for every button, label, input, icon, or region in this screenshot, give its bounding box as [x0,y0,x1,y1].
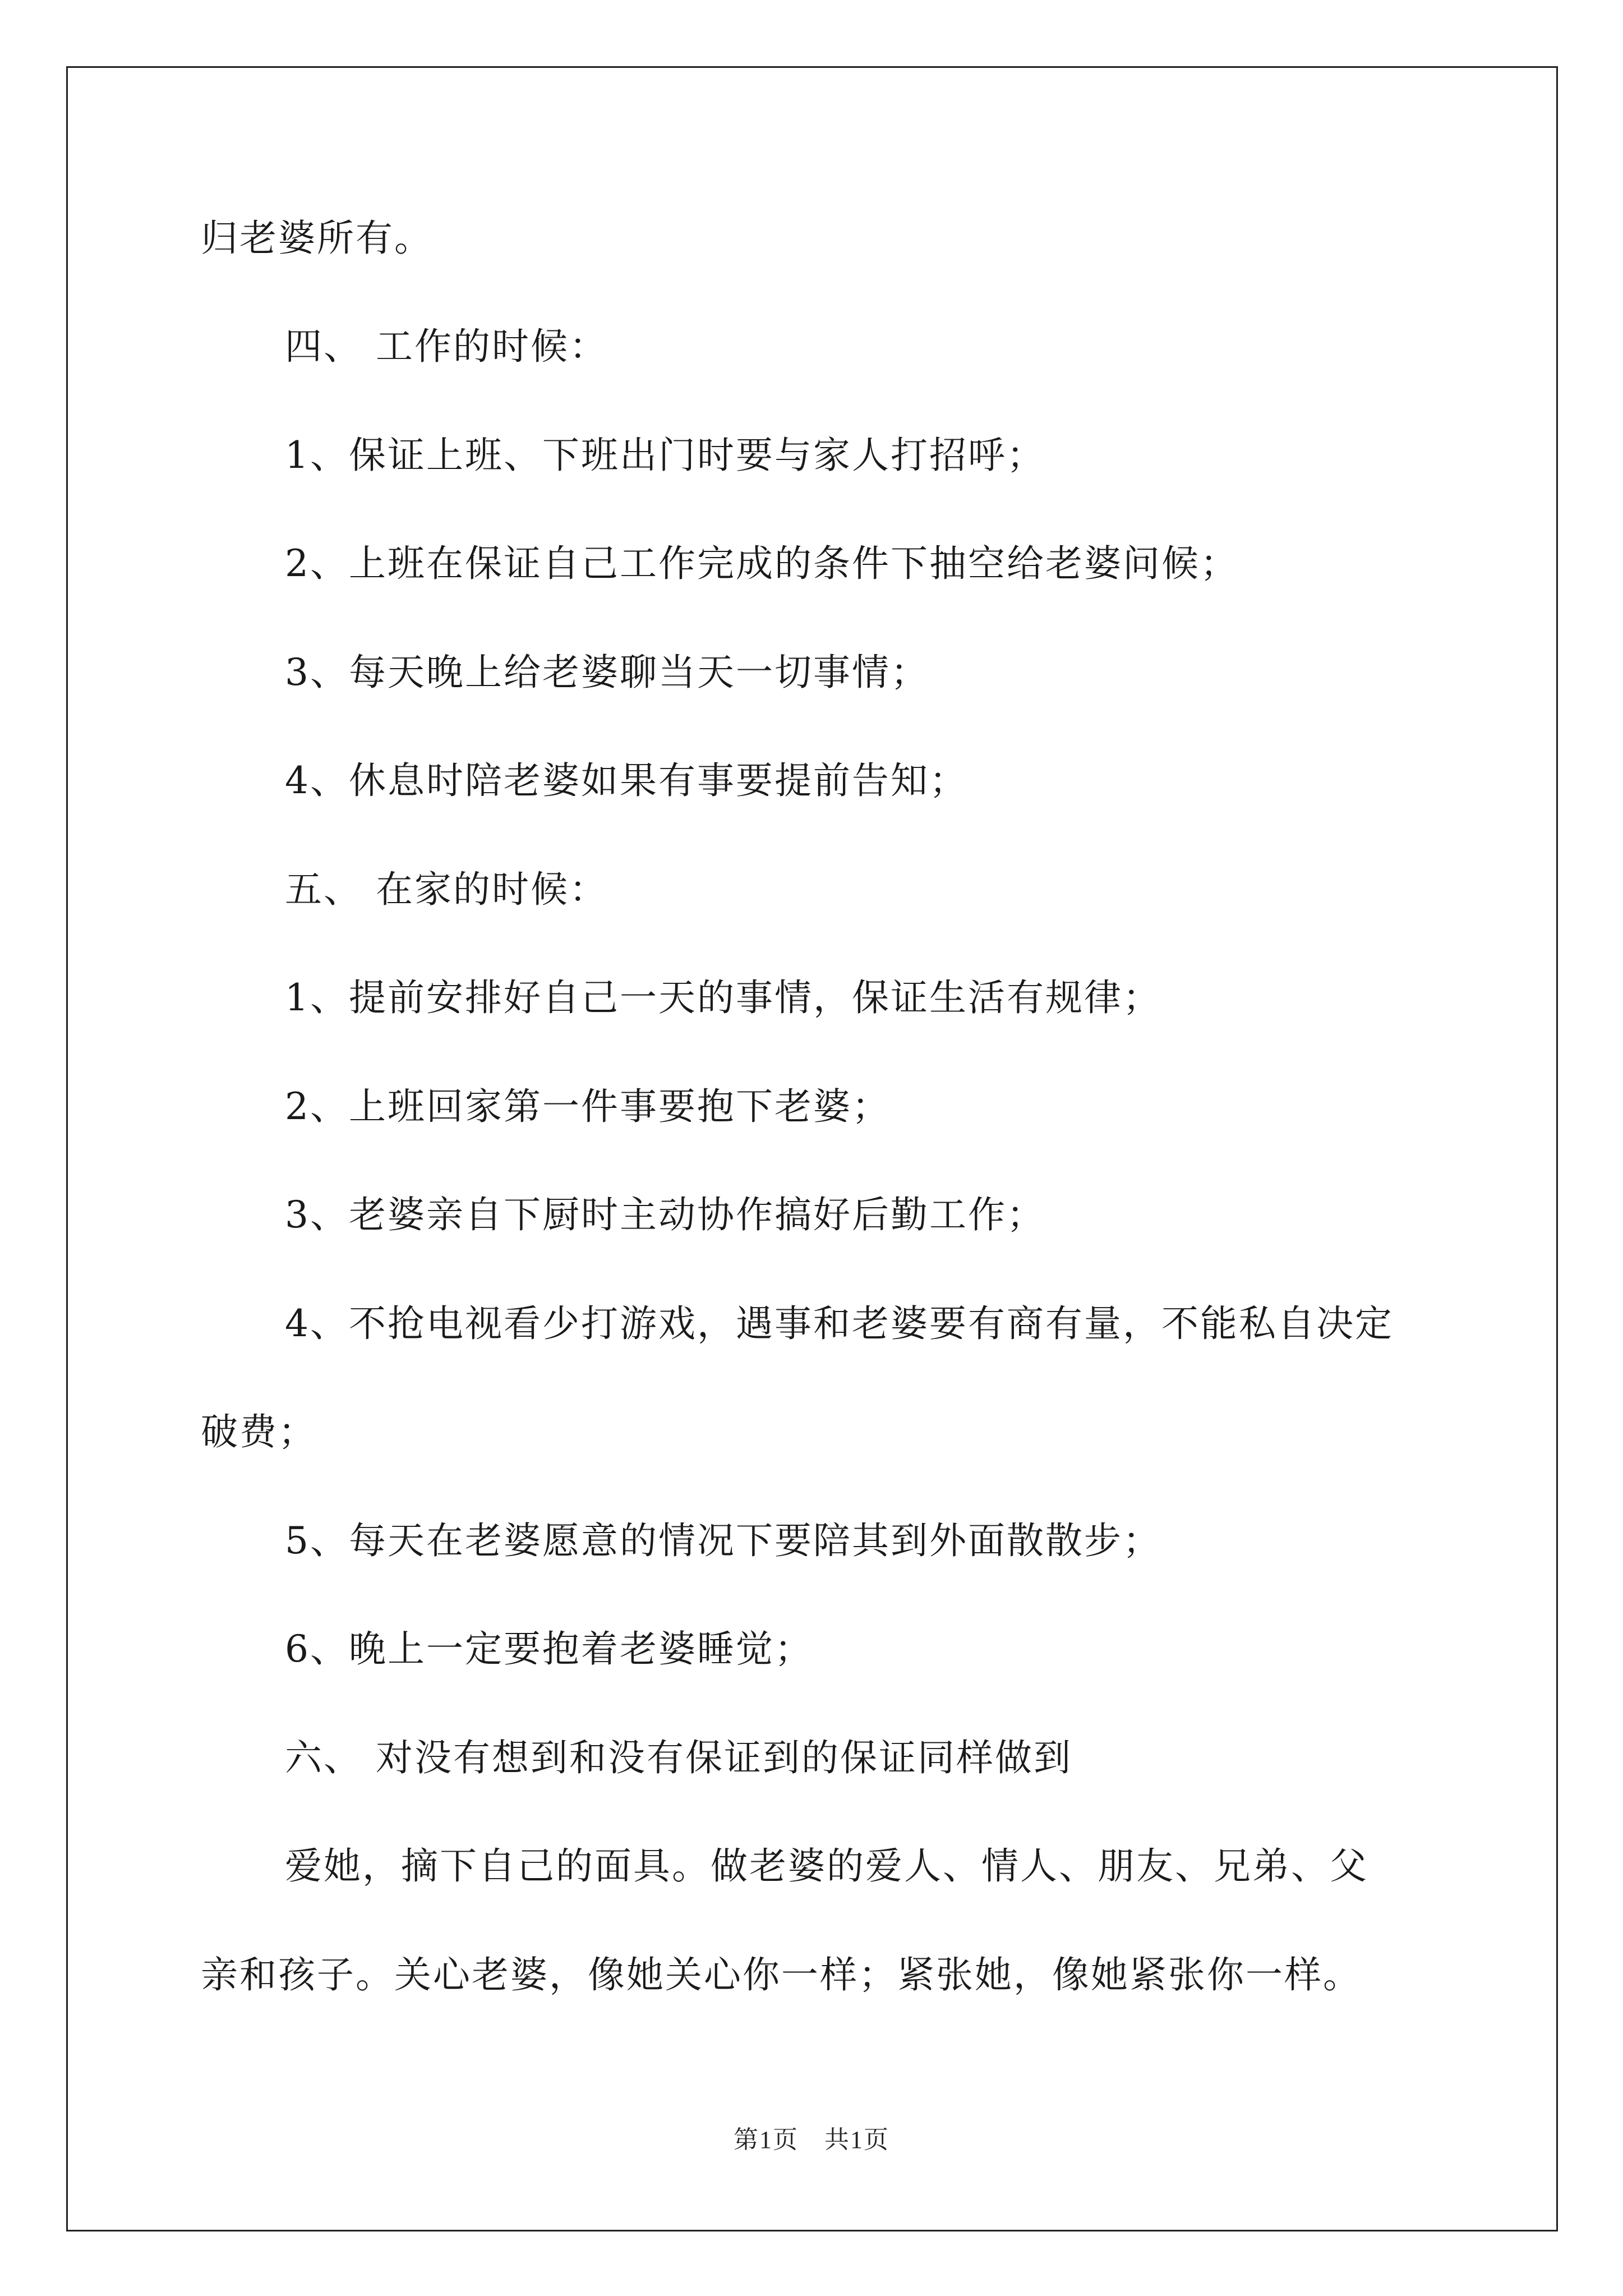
section-heading-6: 六、 对没有想到和没有保证到的保证同样做到 [285,1736,1072,1779]
list-item: 3、每天晚上给老婆聊当天一切事情； [285,651,929,694]
list-item-continuation: 破费； [201,1410,317,1453]
section-heading-5: 五、 在家的时候： [285,868,608,911]
page-footer: 第1页 共1页 [734,2126,889,2154]
list-item: 2、上班回家第一件事要抱下老婆； [285,1085,891,1128]
section-heading-4: 四、 工作的时候： [285,325,608,368]
closing-paragraph-line: 爱她，摘下自己的面具。做老婆的爱人、情人、朋友、兄弟、父 [285,1844,1368,1888]
list-item: 2、上班在保证自己工作完成的条件下抽空给老婆问候； [285,542,1239,585]
list-item: 5、每天在老婆愿意的情况下要陪其到外面散散步； [285,1519,1161,1562]
list-item: 6、晚上一定要抱着老婆睡觉； [285,1627,813,1671]
paragraph-line-1: 归老婆所有。 [201,217,433,260]
list-item: 4、休息时陪老婆如果有事要提前告知； [285,759,968,802]
list-item: 4、不抢电视看少打游戏，遇事和老婆要有商有量，不能私自决定 [285,1302,1394,1345]
closing-paragraph-line: 亲和孩子。关心老婆，像她关心你一样；紧张她，像她紧张你一样。 [201,1953,1362,1996]
list-item: 1、保证上班、下班出门时要与家人打招呼； [285,434,1045,477]
page-border [66,66,1558,2231]
list-item: 3、老婆亲自下厨时主动协作搞好后勤工作； [285,1193,1045,1236]
list-item: 1、提前安排好自己一天的事情，保证生活有规律； [285,976,1161,1019]
